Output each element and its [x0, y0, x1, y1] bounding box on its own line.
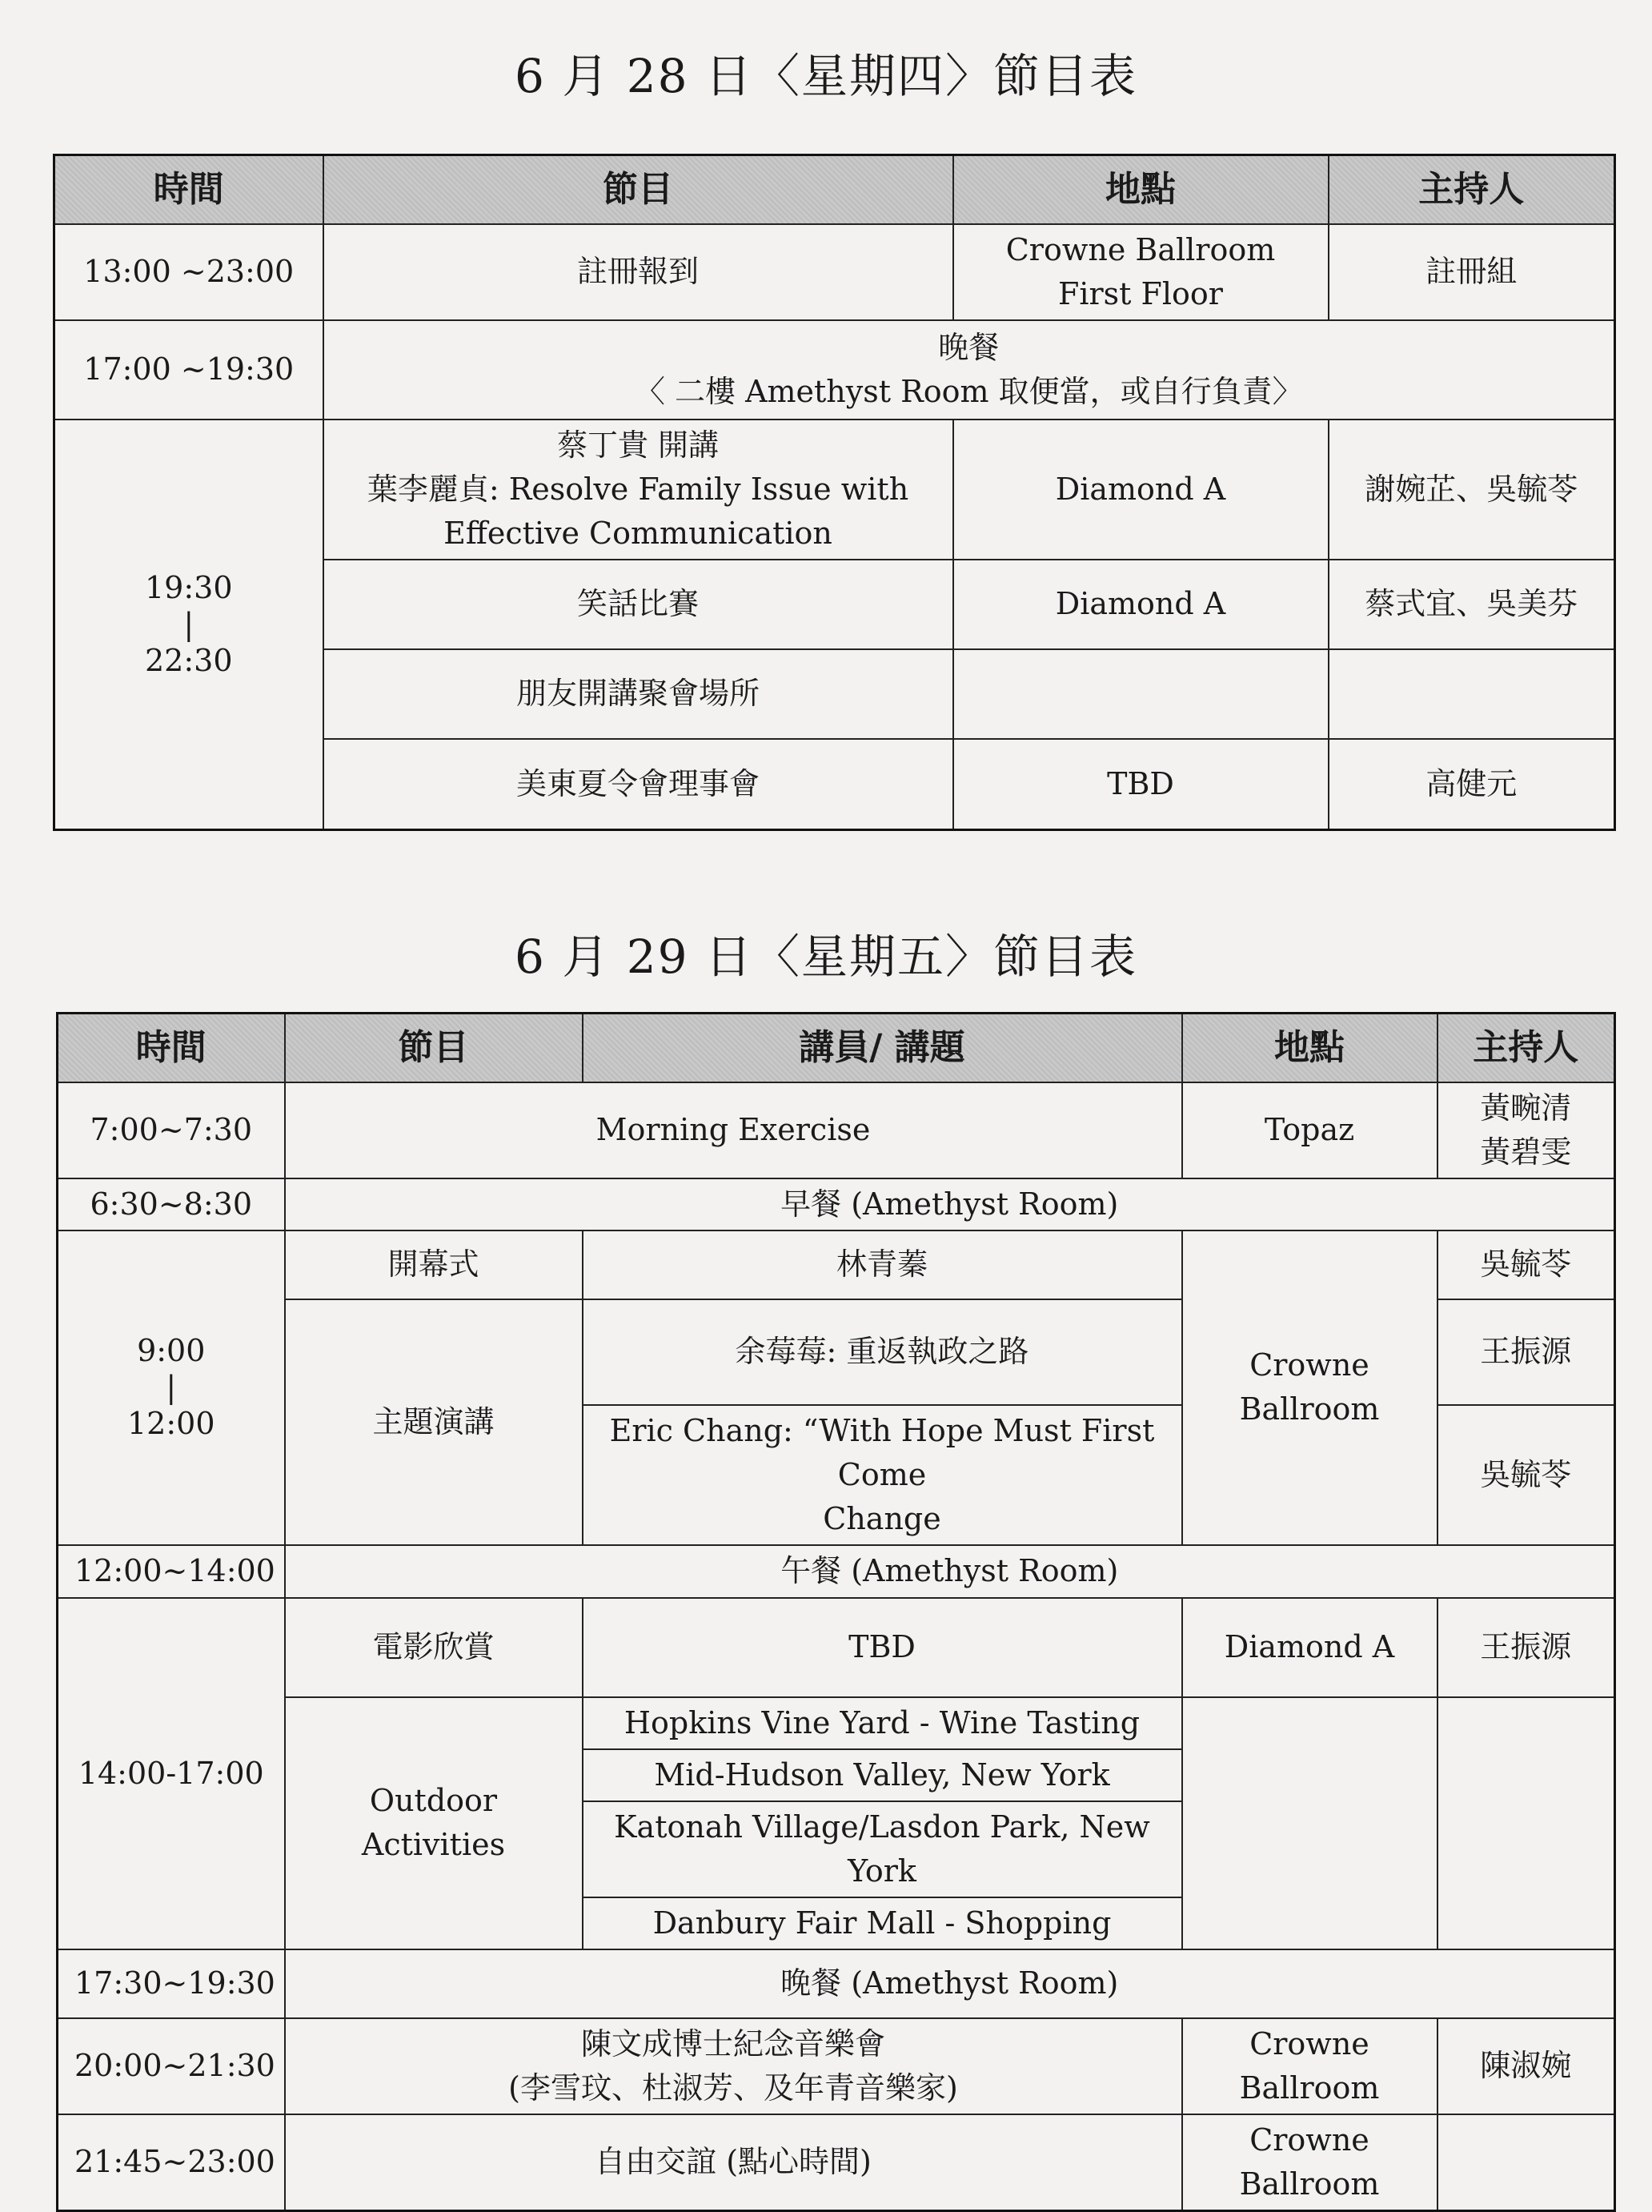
table-row [58, 2114, 1615, 2211]
table-row [58, 1082, 1615, 1178]
venue-cell: Crowne Ballroom [1182, 1230, 1437, 1545]
host-cell [1437, 2114, 1615, 2211]
host-cell: 吳毓苓 [1437, 1230, 1615, 1299]
program-cell: 主題演講 [285, 1299, 583, 1545]
col-header-host: 主持人 [1329, 155, 1615, 224]
day1-schedule-table [53, 154, 1616, 831]
host-cell [1437, 1697, 1615, 1949]
host-cell: 陳淑婉 [1437, 2018, 1615, 2114]
col-header-program: 節目 [285, 1014, 583, 1082]
host-cell: 黃畹清 黃碧雯 [1437, 1082, 1615, 1178]
program-cell: Outdoor Activities [285, 1697, 583, 1949]
host-cell: 註冊組 [1329, 224, 1615, 320]
meal-cell: 早餐 (Amethyst Room) [285, 1178, 1615, 1230]
table-row [58, 1230, 1615, 1299]
table-row [58, 1697, 1615, 1749]
speaker-cell: TBD [583, 1598, 1182, 1697]
activity-cell: Mid-Hudson Valley, New York [583, 1749, 1182, 1801]
col-header-venue: 地點 [953, 155, 1329, 224]
dinner-cell: 晚餐 〈 二樓 Amethyst Room 取便當，或自行負責〉 [323, 320, 1615, 420]
header-row [54, 155, 1615, 224]
time-cell: 17:30~19:30 [58, 1949, 285, 2018]
meal-cell: 晚餐 (Amethyst Room) [285, 1949, 1615, 2018]
time-cell: 20:00~21:30 [58, 2018, 285, 2114]
table-row [58, 2018, 1615, 2114]
time-cell: 12:00~14:00 [58, 1545, 285, 1598]
time-cell: 17:00 ~19:30 [54, 320, 323, 420]
time-cell: 19:30 | 22:30 [54, 420, 323, 830]
table-row [54, 420, 1615, 560]
venue-cell [953, 649, 1329, 739]
day2-title: 6 月 29 日〈星期五〉節目表 [514, 929, 1137, 984]
host-cell: 高健元 [1329, 739, 1615, 830]
activity-cell: Danbury Fair Mall - Shopping [583, 1897, 1182, 1949]
venue-cell: TBD [953, 739, 1329, 830]
speaker-cell: 林青蓁 [583, 1230, 1182, 1299]
venue-cell: Crowne Ballroom [1182, 2114, 1437, 2211]
day2-schedule-table [56, 1012, 1616, 2212]
table-row [58, 1598, 1615, 1697]
venue-cell: Topaz [1182, 1082, 1437, 1178]
venue-cell: Diamond A [1182, 1598, 1437, 1697]
table-row [58, 1545, 1615, 1598]
time-cell: 21:45~23:00 [58, 2114, 285, 2211]
venue-cell: Diamond A [953, 560, 1329, 649]
table-row [54, 224, 1615, 320]
venue-cell [1182, 1697, 1437, 1949]
venue-cell: Crowne Ballroom First Floor [953, 224, 1329, 320]
col-header-time: 時間 [58, 1014, 285, 1082]
program-cell: 開幕式 [285, 1230, 583, 1299]
program-cell: 電影欣賞 [285, 1598, 583, 1697]
host-cell: 吳毓苓 [1437, 1405, 1615, 1545]
program-cell: 陳文成博士紀念音樂會 (李雪玟、杜淑芳、及年青音樂家) [285, 2018, 1182, 2114]
host-cell [1329, 649, 1615, 739]
host-cell: 蔡式宜、吳美芬 [1329, 560, 1615, 649]
venue-cell: Diamond A [953, 420, 1329, 560]
speaker-cell: Eric Chang: “With Hope Must First Come Change [583, 1405, 1182, 1545]
col-header-host: 主持人 [1437, 1014, 1615, 1082]
program-cell: Morning Exercise [285, 1082, 1182, 1178]
activity-cell: Katonah Village/Lasdon Park, New York [583, 1801, 1182, 1897]
program-cell: 註冊報到 [323, 224, 953, 320]
time-cell: 9:00 | 12:00 [58, 1230, 285, 1545]
host-cell: 謝婉芷、吳毓苓 [1329, 420, 1615, 560]
time-cell: 7:00~7:30 [58, 1082, 285, 1178]
program-cell: 蔡丁貴 開講 葉李麗貞: Resolve Family Issue with Effective Communication [323, 420, 953, 560]
activity-cell: Hopkins Vine Yard - Wine Tasting [583, 1697, 1182, 1749]
time-cell: 13:00 ~23:00 [54, 224, 323, 320]
speaker-cell: 余莓莓: 重返執政之路 [583, 1299, 1182, 1405]
col-header-venue: 地點 [1182, 1014, 1437, 1082]
program-cell: 自由交誼 (點心時間) [285, 2114, 1182, 2211]
time-cell: 14:00-17:00 [58, 1598, 285, 1949]
table-row [54, 320, 1615, 420]
program-cell: 美東夏令會理事會 [323, 739, 953, 830]
table-row [58, 1949, 1615, 2018]
table-row [58, 1178, 1615, 1230]
venue-cell: Crowne Ballroom [1182, 2018, 1437, 2114]
header-row [58, 1014, 1615, 1082]
col-header-speaker: 講員/ 講題 [583, 1014, 1182, 1082]
col-header-program: 節目 [323, 155, 953, 224]
program-cell: 笑話比賽 [323, 560, 953, 649]
meal-cell: 午餐 (Amethyst Room) [285, 1545, 1615, 1598]
col-header-time: 時間 [54, 155, 323, 224]
program-cell: 朋友開講聚會場所 [323, 649, 953, 739]
host-cell: 王振源 [1437, 1299, 1615, 1405]
time-cell: 6:30~8:30 [58, 1178, 285, 1230]
host-cell: 王振源 [1437, 1598, 1615, 1697]
day1-title: 6 月 28 日〈星期四〉節目表 [514, 49, 1137, 103]
